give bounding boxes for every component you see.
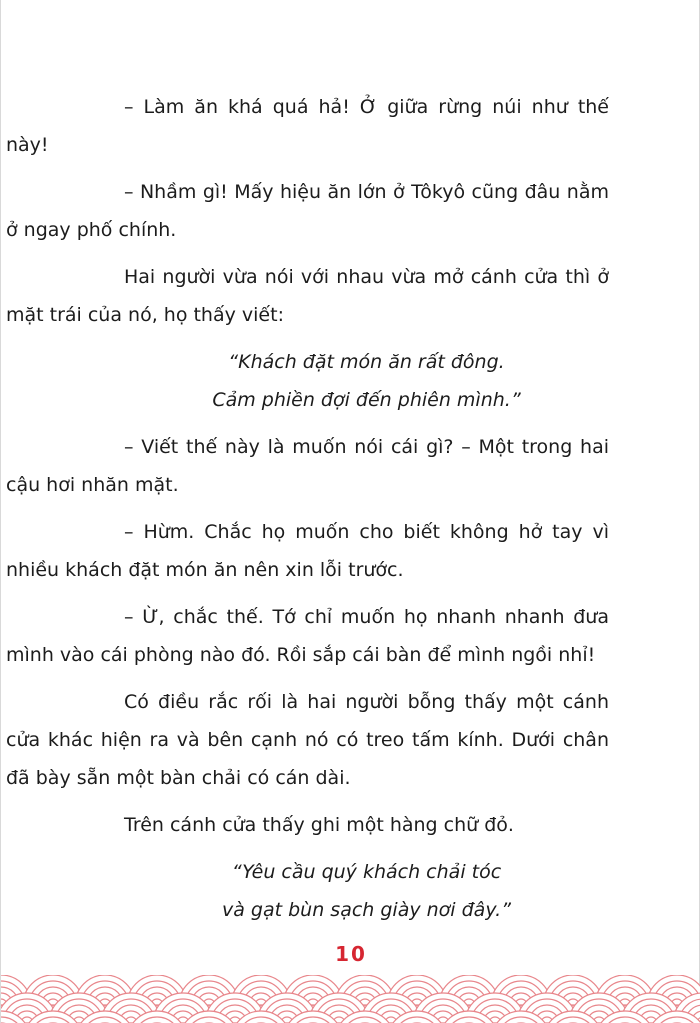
page-body [6, 88, 609, 938]
page-number: 10 [335, 942, 367, 966]
paragraph-2: – Nhầm gì! Mấy hiệu ăn lớn ở Tôkyô cũng đâu nằm ở ngay phố chính. [6, 181, 609, 241]
paragraph-6: – Ừ, chắc thế. Tớ chỉ muốn họ nhanh nhanh đưa mình vào cái phòng nào đó. Rồi sắp cái bàn để mình ngồi nhỉ! [6, 606, 609, 666]
paragraph-7: Có điều rắc rối là hai người bỗng thấy một cánh cửa khác hiện ra và bên cạnh nó có treo tấm kính. Dưới chân đã bày sẵn một bàn chải có cán dài. [6, 691, 609, 789]
paragraph-5: – Hừm. Chắc họ muốn cho biết không hở tay vì nhiều khách đặt món ăn nên xin lỗi trước. [6, 521, 609, 581]
quote-sign-1-line-1: “Khách đặt món ăn rất đông. [228, 351, 505, 373]
quote-sign-2-line-1: “Yêu cầu quý khách chải tóc [231, 861, 502, 883]
quote-sign-1-line-2: Cảm phiền đợi đến phiên mình.” [212, 389, 521, 411]
paragraph-4: – Viết thế này là muốn nói cái gì? – Một trong hai cậu hơi nhăn mặt. [6, 436, 609, 496]
paragraph-1: – Làm ăn khá quá hả! Ở giữa rừng núi như thế này! [6, 96, 609, 156]
quote-sign-2-line-2: và gạt bùn sạch giày nơi đây.” [222, 899, 511, 921]
paragraph-8: Trên cánh cửa thấy ghi một hàng chữ đỏ. [124, 814, 514, 836]
seigaiha-wave-pattern [1, 975, 700, 1023]
paragraph-3: Hai người vừa nói với nhau vừa mở cánh cửa thì ở mặt trái của nó, họ thấy viết: [6, 266, 609, 326]
quote-sign-1 [6, 343, 609, 419]
quote-sign-2 [6, 853, 609, 929]
